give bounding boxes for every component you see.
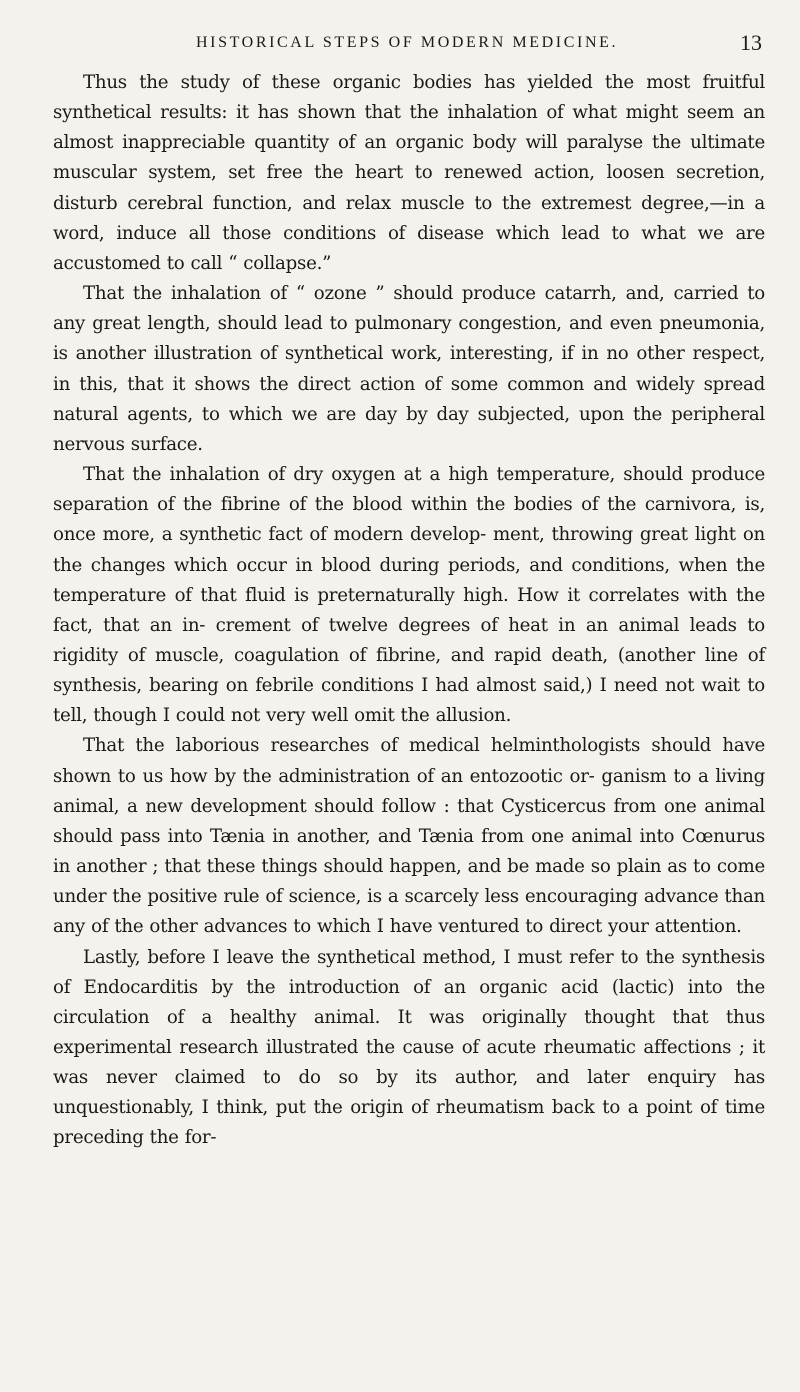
- running-title: HISTORICAL STEPS OF MODERN MEDICINE.: [196, 34, 619, 51]
- paragraph-3: That the inhalation of dry oxygen at a high temperature, should produce separation of the fibrine of the blood within the bodies of the carnivora, is, once more, a synthetic fact of modern develop- ment, throwing great light on the changes which occur in blood during periods, and conditions, when the temperature of that fluid is preternaturally high. How it correlates with the fact, that an in- crement of twelve degrees of heat in an animal leads to rigidity of muscle, coagulation of fibrine, and rapid death, (another line of synthesis, bearing on febrile conditions I had almost said,) I need not wait to tell, though I could not very well omit the allusion.: [53, 464, 765, 727]
- paragraph-2: That the inhalation of “ ozone ” should produce catarrh, and, carried to any great length, should lead to pulmonary congestion, and even pneumonia, is another illustration of synthetical work, interesting, if in no other respect, in this, that it shows the direct action of some common and widely spread natural agents, to which we are day by day subjected, upon the peripheral nervous surface.: [53, 283, 765, 455]
- paragraph-1: Thus the study of these organic bodies has yielded the most fruitful synthetical results: it has shown that the inhalation of what might seem an almost inappreciable quantity of an organic body will paralyse the ultimate muscular system, set free the heart to renewed action, loosen secretion, disturb cerebral function, and relax muscle to the extremest degree,—in a word, induce all those conditions of disease which lead to what we are accustomed to call “ collapse.”: [53, 72, 765, 274]
- paragraph-5: Lastly, before I leave the synthetical method, I must refer to the synthesis of Endocarditis by the introduction of an organic acid (lactic) into the circulation of a healthy animal. It was originally thought that thus experimental research illustrated the cause of acute rheumatic affections ; it was never claimed to do so by its author, and later enquiry has unquestionably, I think, put the origin of rheumatism back to a point of time preceding the for-: [53, 946, 765, 1149]
- page-number: 13: [740, 30, 762, 55]
- body-text: [53, 68, 765, 1154]
- running-head: [196, 30, 762, 56]
- paragraph-4: That the laborious researches of medical helminthologists should have shown to us how by the administration of an entozootic or- ganism to a living animal, a new development should follow : that Cysticercus from one animal should pass into Tænia in another, and Tænia from one animal into Cœnurus in another ; that these things should happen, and be made so plain as to come under the positive rule of science, is a scarcely less encouraging advance than any of the other advances to which I have ventured to direct your attention.: [53, 735, 765, 938]
